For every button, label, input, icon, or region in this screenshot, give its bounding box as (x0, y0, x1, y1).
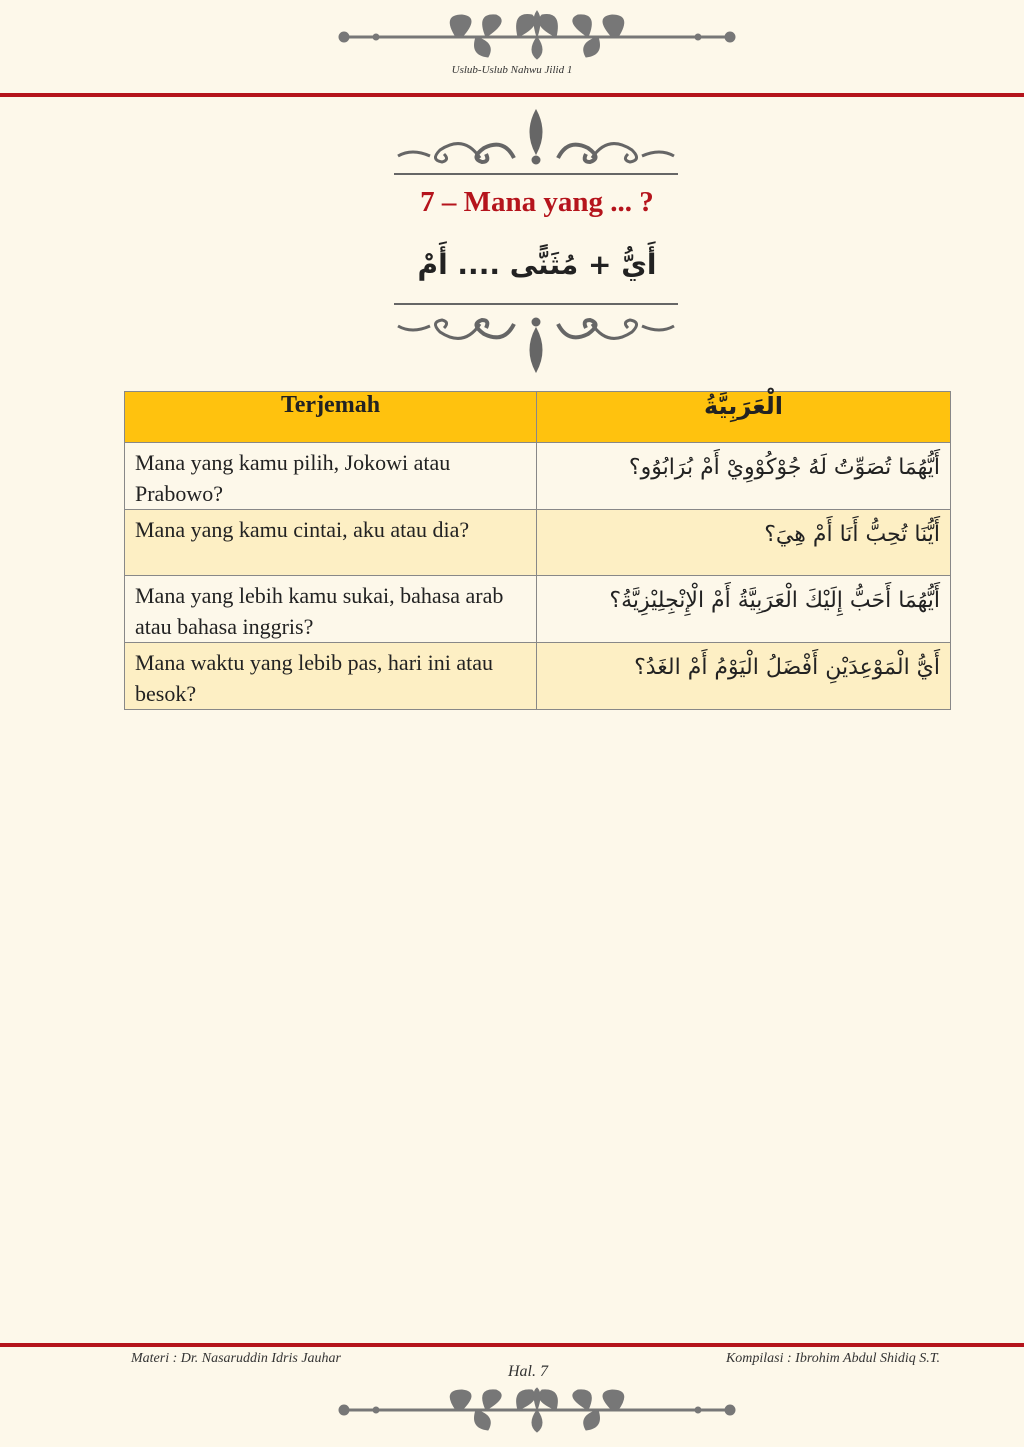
header-arabic: الْعَرَبِيَّةُ (537, 392, 951, 443)
cell-arabic: أَيُّهُمَا تُصَوِّتُ لَهُ جُوْكُوْوِيْ أَمْ بُرَابُوُو؟ (537, 443, 951, 510)
bottom-floral-ornament-icon (336, 1386, 738, 1436)
cell-indonesian: Mana yang kamu pilih, Jokowi atau Prabowo? (125, 443, 537, 510)
footer-author: Materi : Dr. Nasaruddin Idris Jauhar (131, 1351, 342, 1366)
table-row (125, 643, 951, 710)
running-header: Uslub-Uslub Nahwu Jilid 1 (451, 64, 573, 76)
top-floral-ornament-icon (336, 10, 738, 60)
chapter-top-ornament-icon (394, 108, 678, 176)
page-number: Hal. 7 (508, 1363, 548, 1380)
table-row (125, 510, 951, 576)
footer-compiler: Kompilasi : Ibrohim Abdul Shidiq S.T. (725, 1351, 940, 1366)
cell-indonesian: Mana waktu yang lebib pas, hari ini atau besok? (125, 643, 537, 710)
table-row (125, 443, 951, 510)
table-header-row (125, 392, 951, 443)
header-red-rule (0, 93, 1024, 97)
cell-indonesian: Mana yang kamu cintai, aku atau dia? (125, 510, 537, 576)
table-row (125, 576, 951, 643)
footer-red-rule (0, 1343, 1024, 1347)
translation-table (124, 391, 951, 710)
chapter-formula: أَيُّ + مُثَنًّى .... أَمْ (417, 248, 657, 281)
cell-arabic: أَيُّهُمَا أَحَبُّ إِلَيْكَ الْعَرَبِيَّةُ أَمْ الْإِنْجِلِيْزِيَّةُ؟ (537, 576, 951, 643)
cell-arabic: أَيُّنَا تُحِبُّ أَنَا أَمْ هِيَ؟ (537, 510, 951, 576)
cell-arabic: أَيُّ الْمَوْعِدَيْنِ أَفْضَلُ الْيَوْمُ أَمْ الغَدُ؟ (537, 643, 951, 710)
chapter-bottom-ornament-icon (394, 302, 678, 374)
chapter-title: 7 – Mana yang ... ? (420, 186, 654, 218)
cell-indonesian: Mana yang lebih kamu sukai, bahasa arab atau bahasa inggris? (125, 576, 537, 643)
header-indonesian: Terjemah (125, 392, 537, 443)
